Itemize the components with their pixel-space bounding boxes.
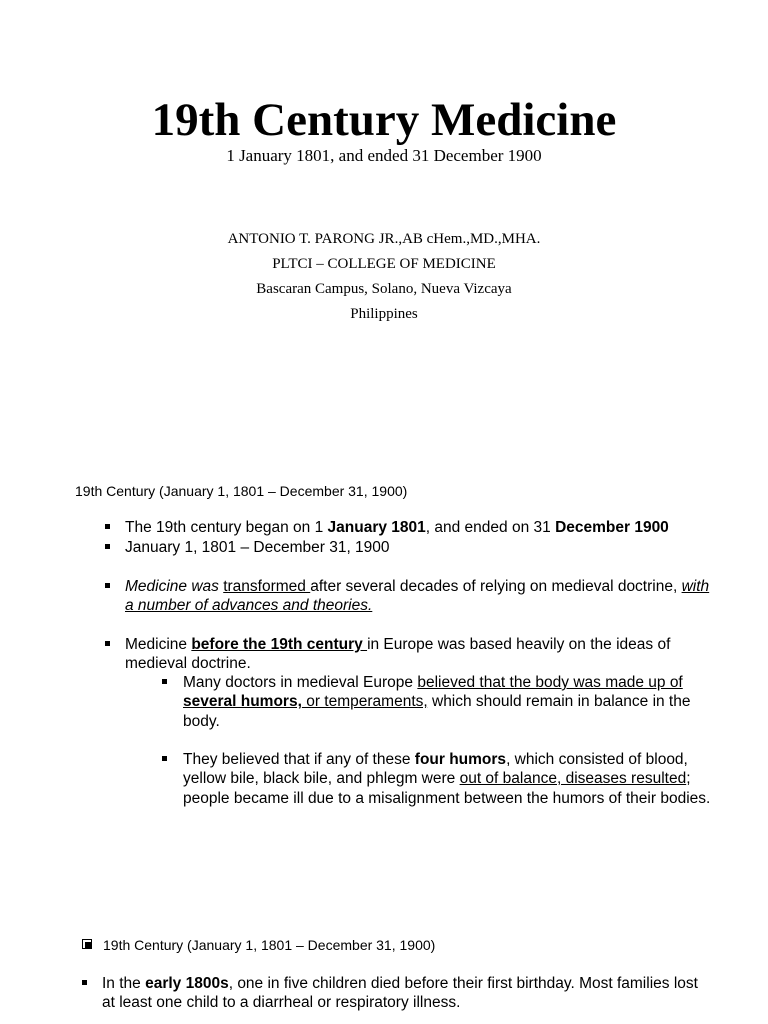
bullet-square-icon — [82, 980, 87, 985]
author-country: Philippines — [350, 306, 418, 322]
section-heading: 19th Century (January 1, 1801 – December 31, 1900) — [103, 937, 436, 953]
bullet-square-icon — [105, 583, 110, 588]
list-item: The 19th century began on 1 January 1801, and ended on 31 December 1900 — [125, 519, 669, 536]
list-item: Medicine was transformed after several decades of relying on medieval doctrine, with a number of advances and theories. — [125, 578, 710, 615]
list-item: In the early 1800s, one in five children died before their first birthday. Most families lost at least one child to a diarrheal or respiratory illness. — [102, 975, 698, 1012]
section-heading: 19th Century (January 1, 1801 – December 31, 1900) — [75, 483, 408, 499]
bullet-square-icon — [105, 544, 110, 549]
date-range-subtitle: 1 January 1801, and ended 31 December 1900 — [226, 146, 542, 165]
list-item: They believed that if any of these four humors, which consisted of blood, yellow bile, black bile, and phlegm were out of balance, diseases resulted; people became ill due to a misalignment between the humors of their bodies. — [183, 751, 711, 807]
checkbox-bullet-icon — [82, 939, 92, 949]
author-institution: PLTCI – COLLEGE OF MEDICINE — [272, 256, 496, 272]
list-item: Medicine before the 19th century in Europe was based heavily on the ideas of medieval doctrine. — [125, 636, 671, 673]
bullet-square-icon — [105, 641, 110, 646]
page-title: 19th Century Medicine — [151, 94, 617, 146]
author-name: ANTONIO T. PARONG JR.,AB cHem.,MD.,MHA. — [227, 231, 541, 247]
bullet-square-icon — [162, 756, 167, 761]
bullet-square-icon — [162, 679, 167, 684]
list-item: Many doctors in medieval Europe believed that the body was made up of several humors, or temperaments, which should remain in balance in the body. — [183, 674, 691, 730]
bullet-square-icon — [105, 524, 110, 529]
list-item: January 1, 1801 – December 31, 1900 — [125, 539, 390, 556]
author-campus: Bascaran Campus, Solano, Nueva Vizcaya — [256, 281, 512, 297]
